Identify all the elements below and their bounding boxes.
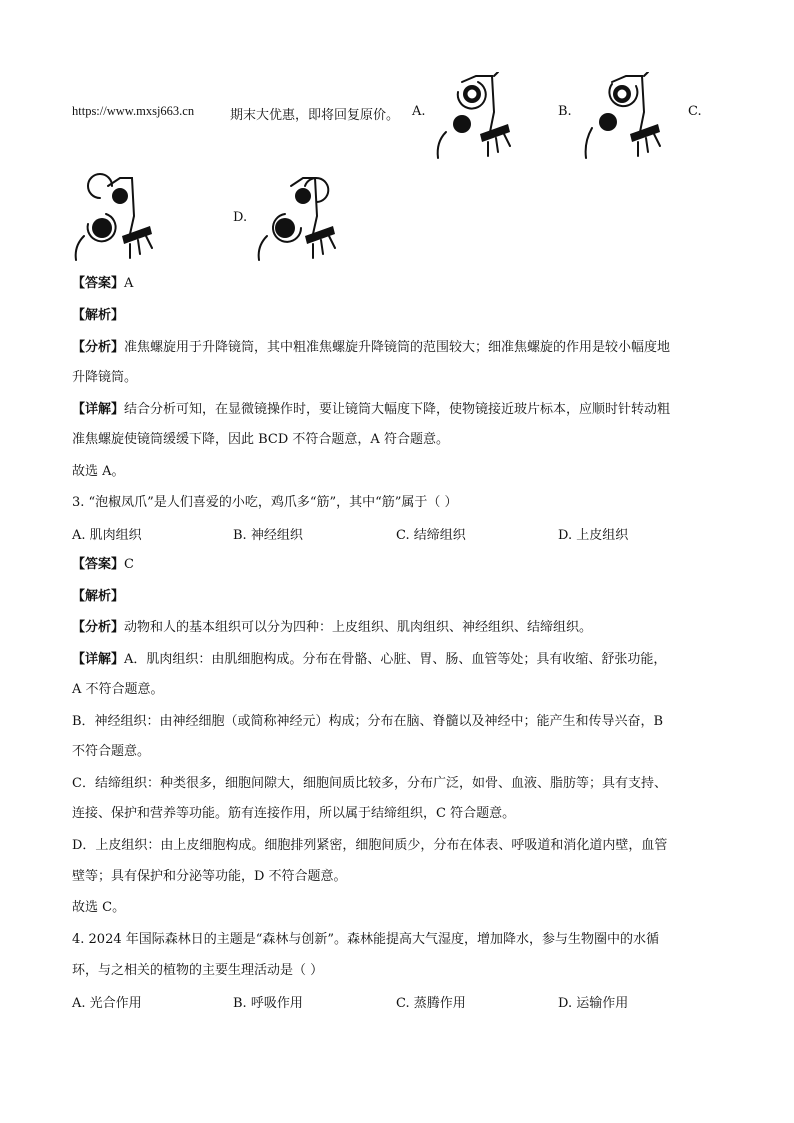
source-url[interactable]: https://www.mxsj663.cn: [72, 104, 195, 118]
q3-option-a: A. 肌肉组织: [72, 528, 142, 543]
q3-detail-d-1: D．上皮组织：由上皮细胞构成。细胞排列紧密，细胞间质少，分布在体表、呼吸道和消化道内壁，血管: [72, 838, 668, 853]
q4-stem-line-1: 4. 2024 年国际森林日的主题是“森林与创新”。森林能提高大气湿度，增加降水，参与生物圈中的水循: [72, 932, 660, 947]
q3-analysis-tag: 【解析】: [72, 589, 125, 604]
option-a-label: A.: [412, 104, 426, 119]
q3-detail-d-2: 壁等；具有保护和分泌等功能，D 不符合题意。: [72, 869, 347, 884]
answer-tag: 【答案】: [72, 276, 125, 291]
q2-answer-line: [72, 274, 133, 294]
q4-option-b: B. 呼吸作用: [233, 996, 303, 1011]
q4-stem-line-2: 环，与之相关的植物的主要生理活动是（ ）: [72, 963, 324, 978]
option-c-label: C.: [688, 104, 702, 119]
option-b-label: B.: [558, 104, 572, 119]
q3-analysis-line: 【分析】动物和人的基本组织可以分为四种：上皮组织、肌肉组织、神经组织、结缔组织。: [72, 620, 593, 635]
q3-conclusion: 故选 C。: [72, 900, 126, 915]
q3-option-b: B. 神经组织: [233, 528, 303, 543]
option-d-label: D.: [233, 210, 248, 225]
q4-option-d: D. 运输作用: [558, 996, 629, 1011]
q3-detail-a-2: A 不符合题意。: [72, 682, 164, 697]
q3-answer-line: 【答案】C: [72, 557, 134, 572]
microscope-c-image: [72, 172, 164, 262]
q3-detail-b-1: B．神经组织：由神经细胞（或简称神经元）构成；分布在脑、脊髓以及神经中；能产生和传导兴奋，B: [72, 714, 664, 729]
q3-stem: 3. “泡椒凤爪”是人们喜爱的小吃，鸡爪多“筋”，其中“筋”属于（ ）: [72, 495, 458, 510]
promo-text: 期末大优惠，即将回复原价。: [230, 108, 400, 123]
q2-analysis-tag: 【解析】: [72, 308, 125, 323]
q2-analysis-line-2: 升降镜筒。: [72, 370, 138, 385]
microscope-a-image: [432, 72, 524, 160]
q3-answer: C: [124, 557, 134, 572]
q3-option-d: D. 上皮组织: [558, 528, 629, 543]
q3-detail-a-1: 【详解】A．肌肉组织：由肌细胞构成。分布在骨骼、心脏、胃、肠、血管等处；具有收缩、舒张功能，: [72, 652, 667, 667]
q3-detail-c-2: 连接、保护和营养等功能。筋有连接作用，所以属于结缔组织，C 符合题意。: [72, 806, 516, 821]
microscope-b-image: [582, 72, 674, 160]
q2-answer: A: [124, 276, 134, 291]
q3-option-c: C. 结缔组织: [396, 528, 466, 543]
microscope-d-image: [255, 172, 347, 262]
q2-detail-line-1: 【详解】结合分析可知，在显微镜操作时，要让镜筒大幅度下降，使物镜接近玻片标本，应顺时针转动粗: [72, 402, 671, 417]
q4-option-c: C. 蒸腾作用: [396, 996, 466, 1011]
q3-detail-c-1: C．结缔组织：种类很多，细胞间隙大，细胞间质比较多，分布广泛，如骨、血液、脂肪等；具有支持、: [72, 776, 667, 791]
q2-conclusion: 故选 A。: [72, 464, 125, 479]
q2-detail-line-2: 准焦螺旋使镜筒缓缓下降，因此 BCD 不符合题意，A 符合题意。: [72, 432, 449, 447]
q4-option-a: A. 光合作用: [72, 996, 142, 1011]
q2-analysis-line-1: 【分析】准焦螺旋用于升降镜筒，其中粗准焦螺旋升降镜筒的范围较大；细准焦螺旋的作用是较小幅度地: [72, 340, 671, 355]
q3-detail-b-2: 不符合题意。: [72, 744, 151, 759]
